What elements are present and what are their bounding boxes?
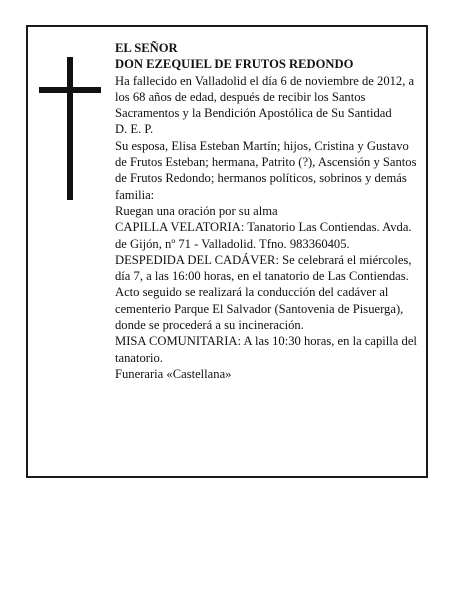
death-announcement: Ha fallecido en Valladolid el día 6 de noviembre de 2012, a los 68 años de edad, después de recibir los Santos Sacramentos y la Bendición Apostólica de Su Santidad: [115, 73, 415, 121]
cross-vertical-bar: [67, 57, 73, 200]
cross-horizontal-bar: [39, 87, 101, 93]
notice-heading-title: EL SEÑOR: [115, 41, 178, 55]
family-list: Su esposa, Elisa Esteban Martín; hijos, Cristina y Gustavo de Frutos Esteban; hermana, Patrito (?), Ascensión y Santos de Frutos Redondo; hermanos políticos, sobrinos y demás familia:: [115, 138, 417, 202]
chapel-info: CAPILLA VELATORIA: Tanatorio Las Contiendas. Avda. de Gijón, nº 71 - Valladolid. Tfno. 983360405.: [115, 220, 412, 251]
dep-line: D. E. P.: [115, 122, 154, 137]
obituary-notice: [26, 25, 428, 478]
notice-heading-name: DON EZEQUIEL DE FRUTOS REDONDO: [115, 57, 354, 72]
funeral-home: Funeraria «Castellana»: [115, 366, 232, 381]
mass-info: MISA COMUNITARIA: A las 10:30 horas, en la capilla del tanatorio.: [115, 334, 417, 365]
farewell-info: DESPEDIDA DEL CADÁVER: Se celebrará el miércoles, día 7, a las 16:00 horas, en el tanatorio de Las Contiendas. Acto seguido se realizará la conducción del cadáver al cementerio Parque El Salvador (Santovenia de Pisuerga), donde se procederá a su incineración.: [115, 252, 412, 333]
notice-text: [115, 40, 421, 382]
prayer-request: Ruegan una oración por su alma: [115, 203, 278, 218]
